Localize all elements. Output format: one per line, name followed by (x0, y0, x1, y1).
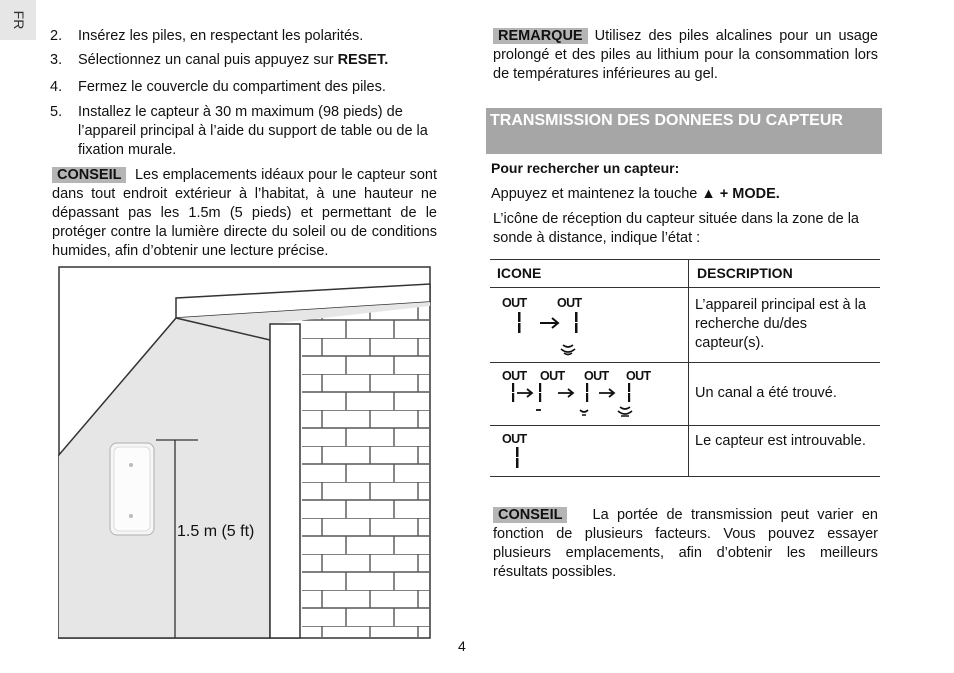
icon-description-paragraph: L’icône de réception du capteur située dans la zone de la sonde à distance, indique l’état : (493, 211, 859, 246)
sensor-device-image (110, 443, 154, 535)
out-label: OUT (502, 296, 527, 310)
remarque-text: Utilisez des piles alcalines pour un usage prolongé et des piles au lithium pour la consommation lors de températures inférieures au gel. (493, 28, 878, 82)
step-text-part: Sélectionnez un canal puis appuyez sur (78, 52, 338, 68)
remarque-tag: REMARQUE (493, 28, 588, 44)
remarque-paragraph (493, 27, 878, 84)
row-description: Un canal a été trouvé. (695, 385, 837, 401)
conseil-paragraph-1 (52, 166, 437, 261)
subheading: Pour rechercher un capteur: (491, 160, 680, 176)
step-number: 2. (50, 28, 63, 44)
channel-found-signal-icon (500, 381, 670, 423)
press-keys: ▲ + MODE. (701, 186, 780, 202)
table-header-description: DESCRIPTION (697, 265, 793, 281)
row-description: L’appareil principal est à la recherche du/des capteur(s). (695, 297, 866, 351)
table-header-icon: ICONE (497, 265, 542, 281)
out-label: OUT (540, 369, 565, 383)
list-item-step-4 (50, 78, 440, 97)
language-tab-label: FR (11, 10, 27, 30)
step-text: Fermez le couvercle du compartiment des piles. (78, 79, 386, 95)
not-found-signal-icon (504, 446, 544, 474)
row-description: Le capteur est introuvable. (695, 433, 866, 449)
press-instruction (491, 186, 780, 202)
out-label: OUT (584, 369, 609, 383)
list-item-step-3 (50, 51, 440, 70)
list-item-step-2 (50, 27, 440, 46)
height-label: 1.5 m (5 ft) (177, 523, 255, 540)
out-label: OUT (557, 296, 582, 310)
out-label: OUT (626, 369, 651, 383)
page-number: 4 (458, 638, 466, 654)
step-bold-text: RESET. (337, 52, 389, 68)
step-number: 5. (50, 104, 63, 120)
conseil-text: La portée de transmission peut varier en fonction de plusieurs facteurs. Vous pouvez essayer plusieurs emplacements, afin d’obtenir les meilleurs résultats possibles. (493, 507, 878, 580)
brick-wall (302, 304, 429, 637)
language-tab (0, 0, 36, 40)
section-heading: TRANSMISSION DES DONNEES DU CAPTEUR (486, 108, 882, 154)
step-number: 4. (50, 79, 63, 95)
out-label: OUT (502, 369, 527, 383)
press-text: Appuyez et maintenez la touche (491, 186, 698, 202)
sensor-placement-illustration (58, 266, 432, 640)
step-number: 3. (50, 52, 63, 68)
step-text (78, 51, 440, 70)
list-item-step-5 (50, 103, 440, 160)
table-row (490, 426, 880, 477)
conseil-tag: CONSEIL (52, 167, 126, 183)
conseil-paragraph-2 (493, 506, 878, 582)
table-row (490, 288, 880, 363)
table-row (490, 363, 880, 426)
conseil-text: Les emplacements idéaux pour le capteur sont dans tout endroit extérieur à l’habitat, à une hauteur ne dépassant pas les 1.5m (5 pieds) et permettant de le protéger contre la lumière directe du soleil ou de conditions humides, afin d’obtenir une lecture précise. (52, 167, 437, 259)
out-label: OUT (502, 432, 527, 446)
step-text: Insérez les piles, en respectant les polarités. (78, 28, 364, 44)
step-text: Installez le capteur à 30 m maximum (98 pieds) de l’appareil principal à l’aide du support de table ou de la fixation murale. (78, 104, 428, 158)
searching-signal-icon (504, 310, 604, 360)
table-header-row (490, 259, 880, 288)
conseil-tag: CONSEIL (493, 507, 567, 523)
